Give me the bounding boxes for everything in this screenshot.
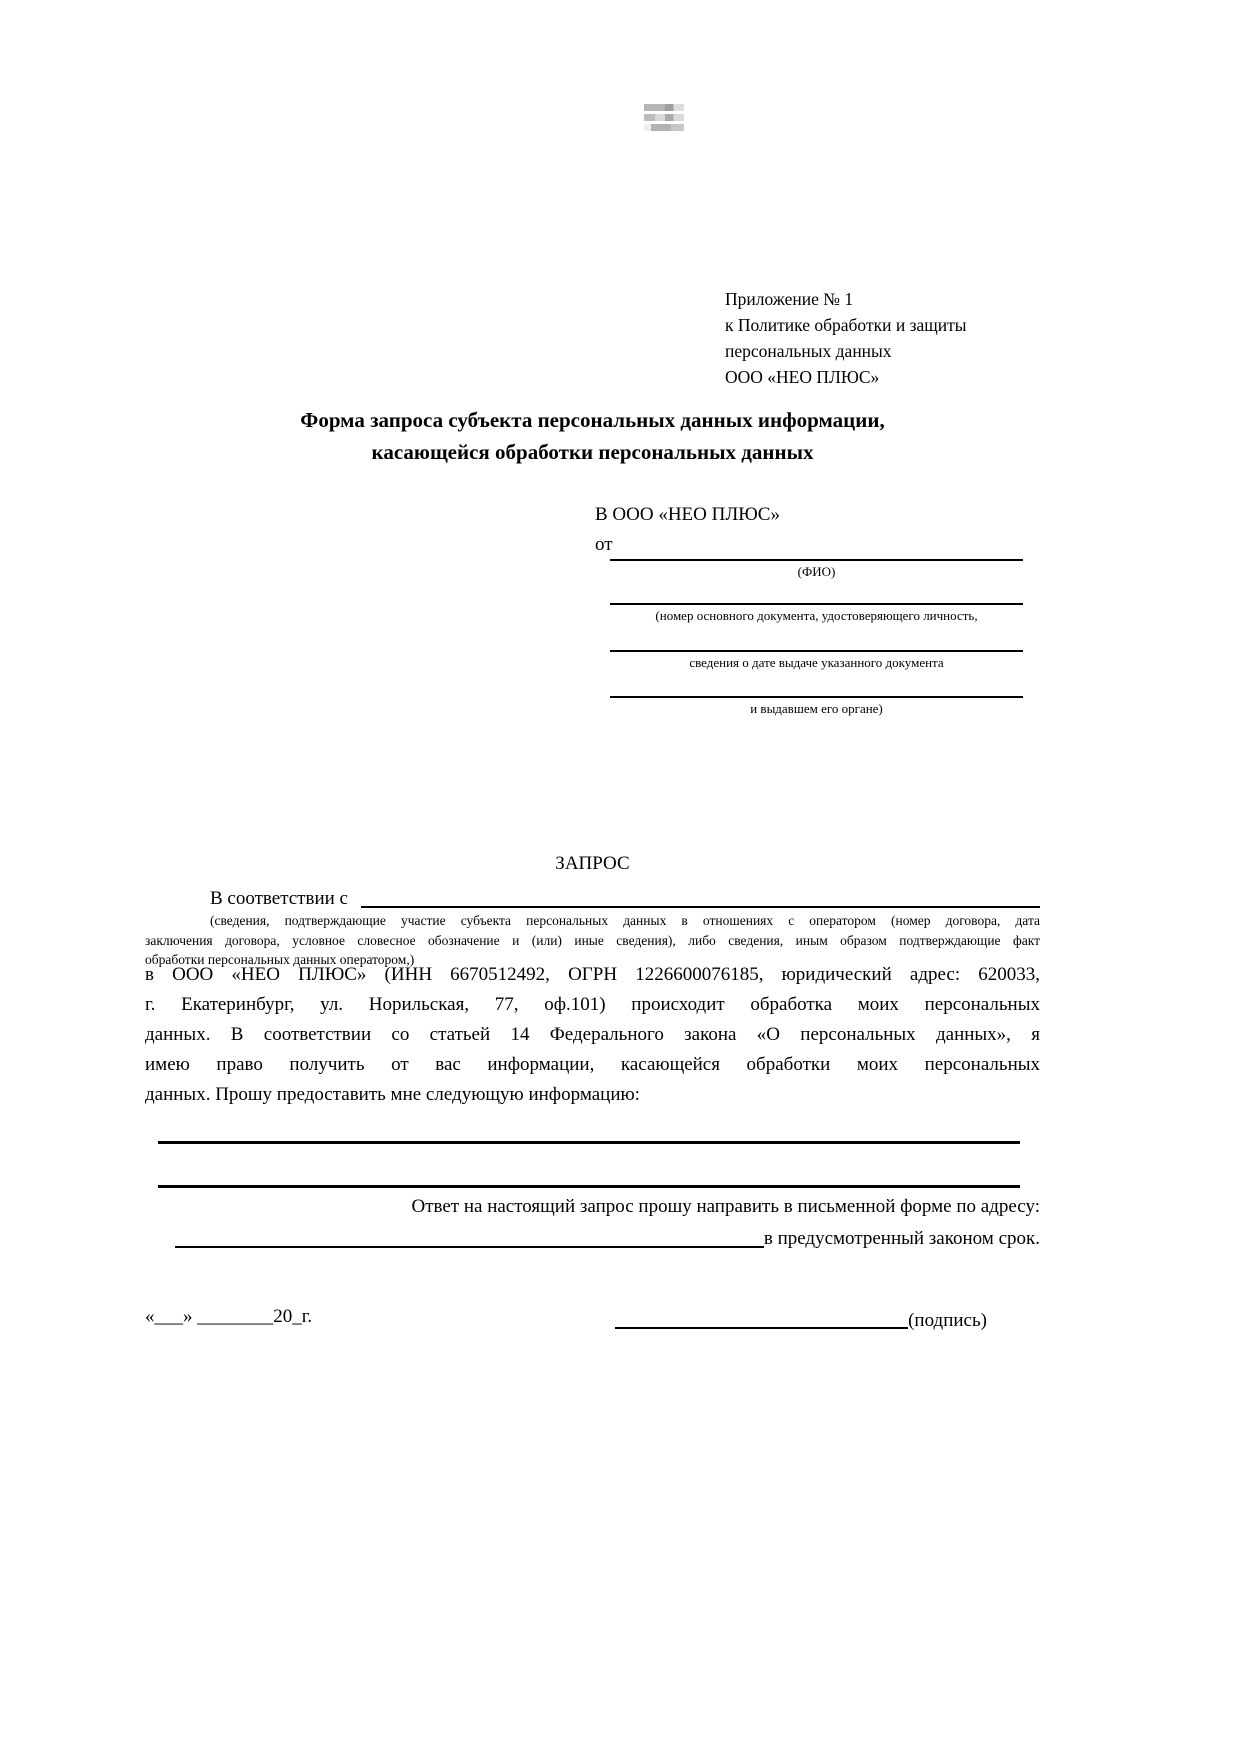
logo-placeholder-image (644, 104, 684, 135)
addressee-block (595, 500, 780, 560)
request-intro-prefix: В соответствии с (210, 888, 353, 909)
signature-line (615, 1327, 908, 1329)
addressee-from: от (595, 534, 613, 555)
appendix-note-line: к Политике обработки и защиты (725, 315, 967, 335)
appendix-note-line: ООО «НЕО ПЛЮС» (725, 367, 880, 387)
write-in-line (361, 906, 1040, 908)
logo-bar (644, 124, 684, 131)
date-blank: «___» ________20_г. (145, 1306, 313, 1327)
write-in-line (175, 1246, 764, 1248)
addressee-to: В ООО «НЕО ПЛЮС» (595, 504, 780, 525)
body-line: данных. В соответствии со статьей 14 Федерального закона «О персональных данных», я (145, 1024, 1040, 1045)
field-fio (610, 559, 1023, 579)
footnote-line: заключения договора, условное словесное обозначение и (или) иные сведения), либо сведения, иным образом подтверждающие факт (145, 932, 1040, 948)
reply-address-row (145, 1224, 1040, 1250)
field-issue-date (610, 650, 1023, 670)
body-line: г. Екатеринбург, ул. Норильская, 77, оф.101) происходит обработка моих персональных (145, 994, 1040, 1015)
document-title (145, 404, 1040, 468)
body-line: в ООО «НЕО ПЛЮС» (ИНН 6670512492, ОГРН 1226600076185, юридический адрес: 620033, (145, 964, 1040, 985)
request-intro-row (145, 884, 1040, 910)
field-caption: и выдавшем его органе) (750, 701, 883, 716)
request-heading: ЗАПРОС (555, 853, 630, 874)
body-line: данных. Прошу предоставить мне следующую информацию: (145, 1084, 640, 1105)
write-in-line (158, 1141, 1020, 1144)
footnote-line: (сведения, подтверждающие участие субъекта персональных данных в отношениях с оператором (номер договора, дата (210, 913, 1040, 928)
document-title-line: касающейся обработки персональных данных (371, 440, 814, 464)
field-document-number (610, 603, 1023, 623)
footnote-line: обработки персональных данных оператором,) (145, 952, 415, 967)
logo-bar (644, 114, 684, 121)
signature-row (615, 1306, 987, 1332)
reply-instruction: Ответ на настоящий запрос прошу направить в письменной форме по адресу: (411, 1196, 1040, 1217)
logo-bar (644, 104, 684, 111)
write-in-line (158, 1185, 1020, 1188)
signature-caption: (подпись) (908, 1310, 987, 1331)
reply-suffix: в предусмотренный законом срок. (763, 1228, 1040, 1249)
field-caption: (ФИО) (797, 564, 836, 579)
appendix-note-line: Приложение № 1 (725, 289, 854, 309)
field-caption: сведения о дате выдаче указанного документа (689, 655, 944, 670)
body-line: имею право получить от вас информации, касающейся обработки моих персональных (145, 1054, 1040, 1075)
request-body-paragraph (145, 960, 1040, 1110)
appendix-note-line: персональных данных (725, 341, 892, 361)
field-issuing-authority (610, 696, 1023, 716)
appendix-note (725, 286, 967, 390)
field-caption: (номер основного документа, удостоверяющего личность, (655, 608, 978, 623)
document-title-line: Форма запроса субъекта персональных данных информации, (300, 408, 885, 432)
